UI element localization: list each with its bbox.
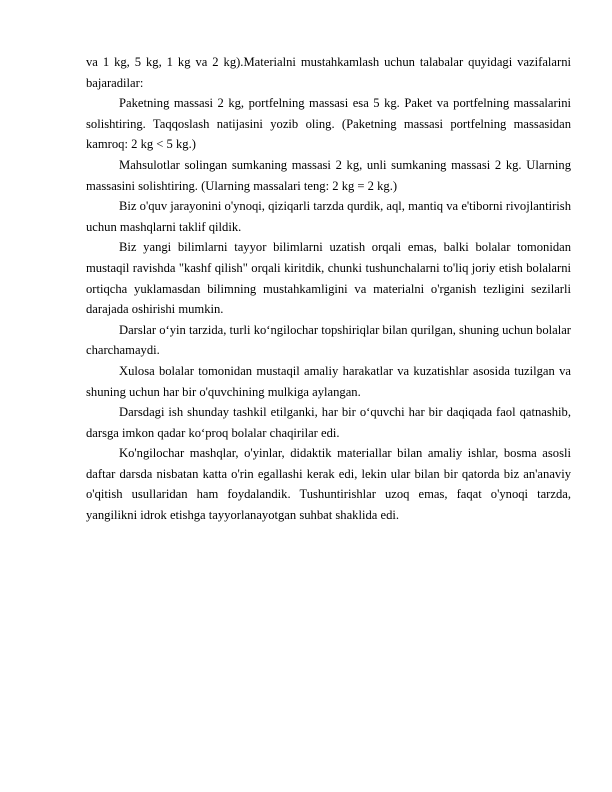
paragraph-3: Mahsulotlar solingan sumkaning massasi 2 kg, unli sumkaning massasi 2 kg. Ularning massasini solishtiring. (Ularning massalari teng: 2 kg = 2 kg.): [86, 157, 571, 193]
paragraph-6: Darslar o‘yin tarzida, turli ko‘ngilochar topshiriqlar bilan qurilgan, shuning uchun bolalar charchamaydi.: [86, 322, 571, 358]
paragraph-8: Darsdagi ish shunday tashkil etilganki, har bir o‘quvchi har bir daqiqada faol qatnashib, darsga imkon qadar ko‘proq bolalar chaqirilar edi.: [86, 405, 571, 440]
paragraph-7: Xulosa bolalar tomonidan mustaqil amaliy harakatlar va kuzatishlar asosida tuzilgan va shuning uchun har bir o'quvchining mulkiga aylangan.: [86, 363, 571, 399]
paragraph-5: Biz yangi bilimlarni tayyor bilimlarni uzatish orqali emas, balki bolalar tomonidan mustaqil ravishda "kashf qilish" orqali kiritdik, chunki tushunchalarni to'liq joriy etish bolalarni ortiqcha yuklamasdan bilimning mustahkamligini va materialni o'rganish tezligini sezilarli darajada oshirishi mumkin.: [86, 240, 571, 317]
paragraph-2: Paketning massasi 2 kg, portfelning massasi esa 5 kg. Paket va portfelning massalarini solishtiring. Taqqoslash natijasini yozib oling. (Paketning massasi portfelning massasidan kamroq: 2 kg < 5 kg.): [86, 96, 571, 152]
document-page: [86, 52, 571, 526]
paragraph-4: Biz o'quv jarayonini o'ynoqi, qiziqarli tarzda qurdik, aql, mantiq va e'tiborni rivojlantirish uchun mashqlarni taklif qildik.: [86, 199, 571, 234]
paragraph-1: va 1 kg, 5 kg, 1 kg va 2 kg).Materialni mustahkamlash uchun talabalar quyidagi vazifalarni bajaradilar:: [86, 55, 571, 90]
paragraph-9: Ko'ngilochar mashqlar, o'yinlar, didaktik materiallar bilan amaliy ishlar, bosma asosli daftar darsda nisbatan katta o'rin egallashi kerak edi, lekin ular bilan bir qatorda biz an'anaviy o'qitish usullaridan ham foydalandik. Tushuntirishlar uzoq emas, faqat o'ynoqi tarzda, yangilikni idrok etishga tayyorlanayotgan suhbat shaklida edi.: [86, 446, 571, 523]
